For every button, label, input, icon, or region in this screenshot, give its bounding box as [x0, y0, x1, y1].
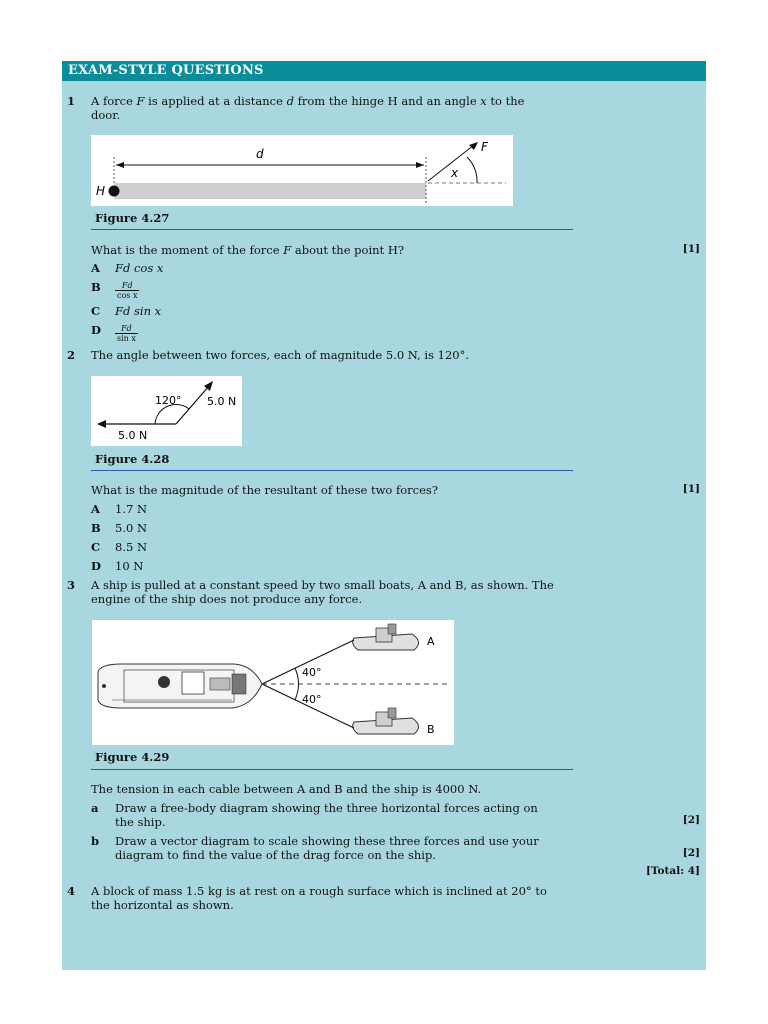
q1-option-a-letter: A	[91, 261, 100, 275]
section-banner	[62, 61, 706, 81]
q1-option-d-fraction: $\frac{Fd}{\text{sin x}}$	[117, 324, 136, 343]
question-3-text-line2: engine of the ship does not produce any force.	[91, 592, 363, 606]
question-1-text-line2: door.	[91, 108, 121, 122]
question-2-prompt: What is the magnitude of the resultant of these two forces?	[91, 483, 438, 497]
q2-option-d-text: 10 N	[115, 559, 144, 573]
question-2-text: The angle between two forces, each of magnitude 5.0 N, is 120°.	[91, 348, 470, 362]
angle-bottom-label: 40°	[302, 693, 322, 706]
caption-rule	[91, 229, 573, 230]
q2-option-a-letter: A	[91, 502, 100, 516]
figure-4-28-caption: Figure 4.28	[95, 452, 170, 466]
boat-b-label: B	[427, 723, 435, 736]
caption-rule	[91, 470, 573, 471]
q1-option-a-text: Fd cos x	[115, 261, 164, 275]
q1-option-c-text: Fd sin x	[115, 304, 162, 318]
q2-option-c-letter: C	[91, 540, 101, 554]
q3-part-a-marks: [2]	[682, 814, 700, 826]
q2-option-d-letter: D	[91, 559, 101, 573]
label-d: d	[256, 147, 264, 161]
section-title: EXAM-STYLE QUESTIONS	[68, 63, 264, 78]
angle-label: 120°	[155, 394, 182, 407]
question-1-number: 1	[67, 94, 76, 108]
door-bar	[114, 183, 426, 199]
question-3-text-line1: A ship is pulled at a constant speed by two small boats, A and B, as shown. The	[91, 578, 554, 592]
q2-option-c-text: 8.5 N	[115, 540, 148, 554]
force-label-horizontal: 5.0 N	[118, 429, 148, 442]
hinge-dot	[109, 186, 120, 197]
question-3-tension: The tension in each cable between A and B and the ship is 4000 N.	[91, 782, 482, 796]
question-4-text-line2: the horizontal as shown.	[91, 898, 234, 912]
q2-option-b-letter: B	[91, 521, 101, 535]
caption-rule	[91, 769, 573, 770]
question-4-number: 4	[67, 884, 76, 898]
question-3-number: 3	[67, 578, 76, 592]
figure-4-27-caption: Figure 4.27	[95, 211, 170, 225]
force-label-diagonal: 5.0 N	[207, 395, 237, 408]
q1-option-b-letter: B	[91, 280, 101, 294]
question-2-marks: [1]	[682, 483, 700, 495]
q3-part-b-line1: Draw a vector diagram to scale showing these three forces and use your	[115, 834, 539, 848]
question-1-prompt: What is the moment of the force F about the point H?	[91, 243, 405, 257]
q1-option-b-fraction: $\frac{Fd}{\text{cos x}}$	[117, 281, 138, 300]
question-2-number: 2	[67, 348, 76, 362]
q1-option-d-letter: D	[91, 323, 101, 337]
q3-part-b-marks: [2]	[682, 847, 700, 859]
figure-4-27-door-diagram	[91, 135, 513, 206]
boat-a-label: A	[427, 635, 435, 648]
figure-4-28-forces-diagram	[91, 376, 242, 446]
label-H: H	[96, 184, 106, 198]
figure-4-29-ship-diagram	[92, 620, 454, 745]
q3-total-marks: [Total: 4]	[645, 865, 700, 877]
question-1-text-line1: A force F is applied at a distance d from the hinge H and an angle x to the	[91, 94, 525, 108]
q2-option-b-text: 5.0 N	[115, 521, 148, 535]
q3-part-b-letter: b	[91, 834, 100, 848]
q3-part-b-line2: diagram to find the value of the drag force on the ship.	[115, 848, 436, 862]
q1-option-c-letter: C	[91, 304, 101, 318]
q2-option-a-text: 1.7 N	[115, 502, 148, 516]
label-F: F	[481, 140, 488, 154]
q3-part-a-line2: the ship.	[115, 815, 166, 829]
label-x: x	[451, 166, 459, 180]
question-1-marks: [1]	[682, 243, 700, 255]
q3-part-a-letter: a	[91, 801, 99, 815]
angle-top-label: 40°	[302, 666, 322, 679]
q3-part-a-line1: Draw a free-body diagram showing the three horizontal forces acting on	[115, 801, 538, 815]
question-4-text-line1: A block of mass 1.5 kg is at rest on a rough surface which is inclined at 20° to	[91, 884, 547, 898]
figure-4-29-caption: Figure 4.29	[95, 750, 170, 764]
